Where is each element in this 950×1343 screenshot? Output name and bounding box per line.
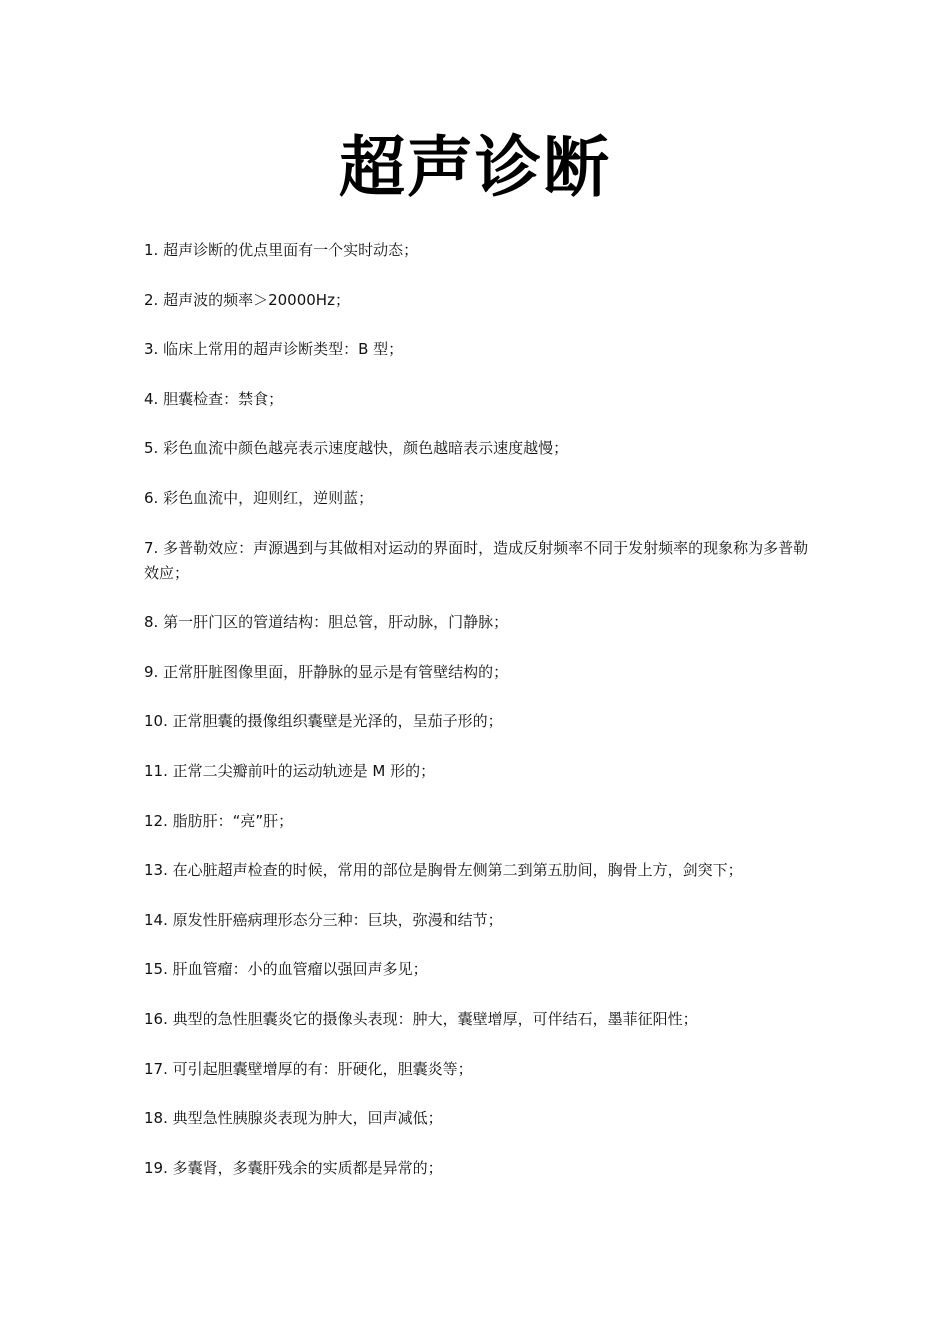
list-item: 5. 彩色血流中颜色越亮表示速度越快，颜色越暗表示速度越慢；: [144, 439, 569, 458]
list-item: 18. 典型急性胰腺炎表现为肿大，回声减低；: [144, 1109, 443, 1128]
list-item: 4. 胆囊检查：禁食；: [144, 389, 284, 408]
list-item: 13. 在心脏超声检查的时候，常用的部位是胸骨左侧第二到第五肋间，胸骨上方，剑突下；: [144, 861, 743, 880]
list-item: 19. 多囊肾，多囊肝残余的实质都是异常的；: [144, 1158, 443, 1177]
list-item: 2. 超声波的频率＞20000Hz；: [144, 290, 350, 309]
page-title: 超声诊断: [339, 129, 611, 206]
list-item: 10. 正常胆囊的摄像组织囊壁是光泽的，呈茄子形的；: [144, 712, 503, 731]
list-item: 1. 超声诊断的优点里面有一个实时动态；: [144, 241, 419, 259]
list-item: 15. 肝血管瘤：小的血管瘤以强回声多见；: [144, 960, 428, 979]
list-item: 16. 典型的急性胆囊炎它的摄像头表现：肿大，囊壁增厚，可伴结石，墨菲征阳性；: [144, 1009, 698, 1028]
note-list: [144, 238, 814, 1205]
list-item: 9. 正常肝脏图像里面，肝静脉的显示是有管壁结构的；: [144, 662, 509, 681]
list-item: 11. 正常二尖瓣前叶的运动轨迹是 M 形的；: [144, 761, 436, 780]
list-item: 6. 彩色血流中，迎则红，逆则蓝；: [144, 488, 374, 507]
list-item: 8. 第一肝门区的管道结构：胆总管，肝动脉，门静脉；: [144, 613, 509, 632]
list-item: 7. 多普勒效应：声源遇到与其做相对运动的界面时，造成反射频率不同于发射频率的现象称为多普勒效应；: [144, 538, 809, 582]
list-item: 3. 临床上常用的超声诊断类型：B 型；: [144, 340, 404, 359]
list-item: 14. 原发性肝癌病理形态分三种：巨块，弥漫和结节；: [144, 910, 503, 929]
list-item: 12. 脂肪肝：“亮”肝；: [144, 811, 294, 830]
list-item: 17. 可引起胆囊壁增厚的有：肝硬化，胆囊炎等；: [144, 1059, 473, 1078]
